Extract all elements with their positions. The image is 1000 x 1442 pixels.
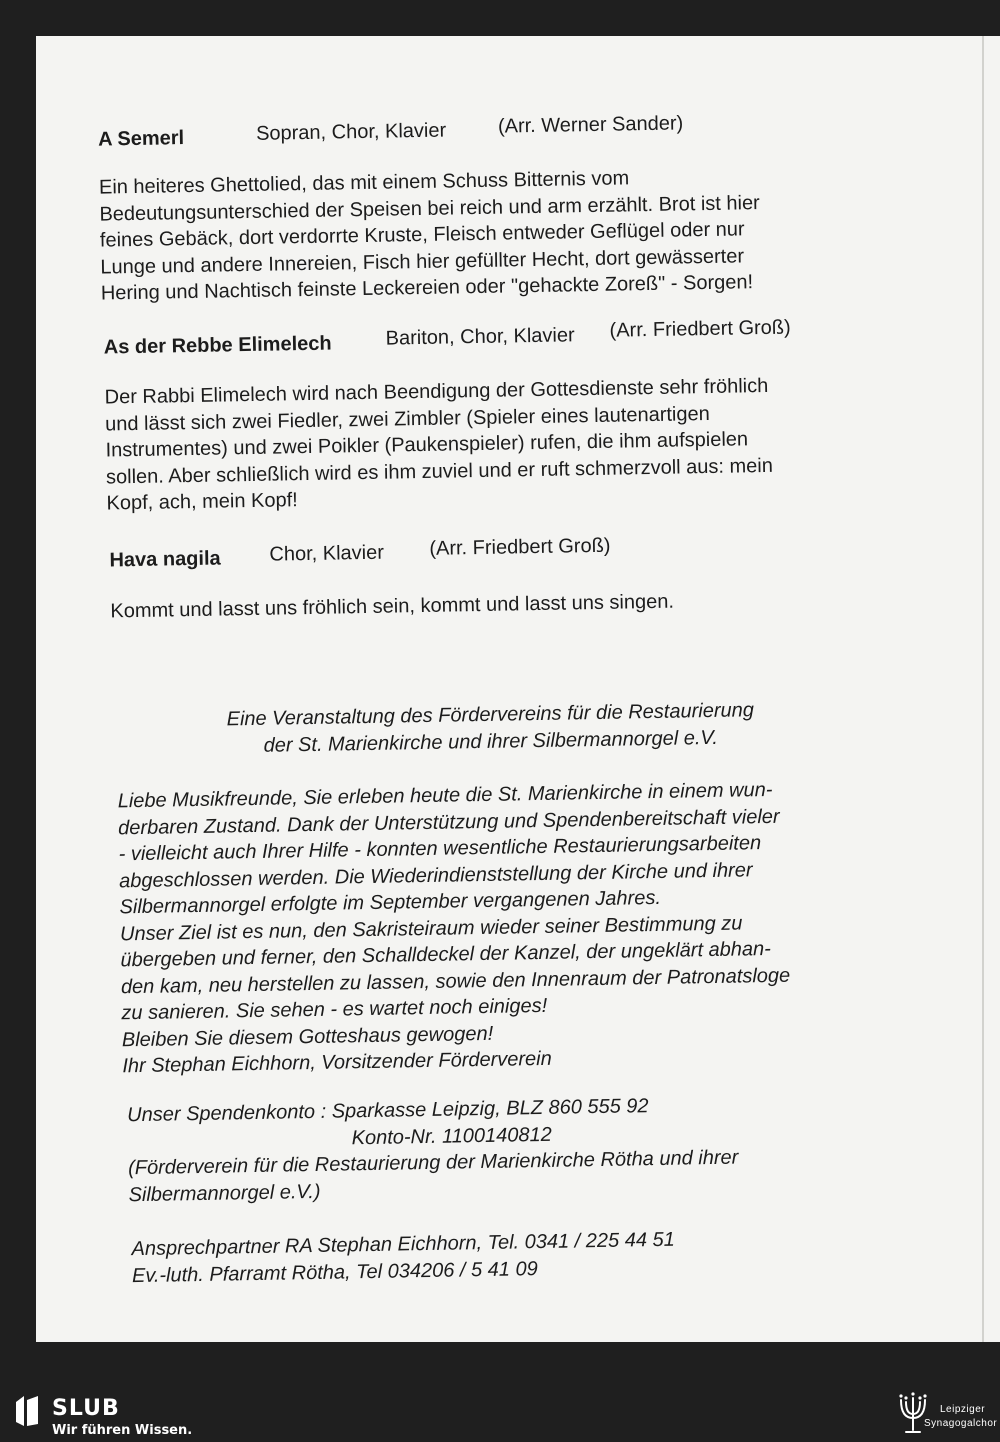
- letter-line: Ihr Stephan Eichhorn, Vorsitzender Förderverein: [122, 1047, 552, 1078]
- description-line: Instrumentes) und zwei Poikler (Paukenspieler) rufen, die ihm aufspielen: [105, 428, 749, 462]
- choir-name-line1: Leipziger: [940, 1404, 986, 1415]
- song-description: [104, 373, 773, 517]
- letter-line: den kam, neu herstellen zu lassen, sowie den Innenraum der Patronatsloge: [120, 964, 791, 998]
- song-description: [99, 163, 762, 307]
- donation-line: Silbermannorgel e.V.): [128, 1180, 321, 1206]
- song-arranger: (Arr. Werner Sander): [497, 112, 684, 138]
- slub-name: SLUB: [52, 1396, 120, 1421]
- description-line: Ein heiteres Ghettolied, das mit einem Schuss Bitternis vom: [98, 167, 630, 199]
- description-line: Hering und Nachtisch feinste Leckereien oder "gehackte Zoreß" - Sorgen!: [100, 271, 754, 305]
- letter-line: zu sanieren. Sie sehen - es wartet noch einiges!: [121, 994, 548, 1025]
- donation-line: (Förderverein für die Restaurierung der Marienkirche Rötha und ihrer: [127, 1146, 739, 1180]
- description-line: Kopf, ach, mein Kopf!: [106, 489, 298, 515]
- song-title: A Semerl: [97, 127, 185, 151]
- donation-account: Konto-Nr. 1100140812: [351, 1123, 552, 1149]
- slub-logo-icon: [14, 1394, 40, 1428]
- contact-line: Ev.-luth. Pfarramt Rötha, Tel 034206 / 5 41 09: [131, 1257, 538, 1287]
- description-line: Kommt und lasst uns fröhlich sein, kommt und lasst uns singen.: [110, 590, 675, 623]
- letter-line: Bleiben Sie diesem Gotteshaus gewogen!: [121, 1022, 494, 1051]
- slub-tagline: Wir führen Wissen.: [52, 1423, 193, 1438]
- song-title: As der Rebbe Elimelech: [103, 332, 332, 359]
- description-line: und lässt sich zwei Fiedler, zwei Zimbler (Spieler eines lautenartigen: [104, 402, 710, 435]
- song-title: Hava nagila: [109, 547, 221, 572]
- event-line: Eine Veranstaltung des Fördervereins für die Restaurierung: [226, 699, 755, 731]
- description-line: Lunge und andere Innereien, Fisch hier gefüllter Hecht, dort gewässerter: [100, 244, 745, 279]
- donation-line: Unser Spendenkonto : Sparkasse Leipzig, BLZ 860 555 92: [127, 1095, 649, 1127]
- letter-line: abgeschlossen werden. Die Wiederindienststellung der Kirche und ihrer: [118, 858, 753, 892]
- letter-line: derbaren Zustand. Dank der Unterstützung und Spendenbereitschaft vieler: [117, 805, 780, 839]
- song-description: [110, 589, 674, 625]
- description-line: Der Rabbi Elimelech wird nach Beendigung der Gottesdienste sehr fröhlich: [104, 374, 769, 409]
- song-voices: Chor, Klavier: [269, 541, 385, 566]
- contact-line: Ansprechpartner RA Stephan Eichhorn, Tel. 0341 / 225 44 51: [131, 1228, 675, 1261]
- letter-line: übergeben und ferner, den Schalldeckel der Kanzel, der ungeklärt abhan-: [120, 937, 772, 972]
- event-line: der St. Marienkirche und ihrer Silbermannorgel e.V.: [263, 726, 719, 757]
- contact-info: [131, 1227, 675, 1289]
- letter-text: [117, 777, 791, 1080]
- description-line: Bedeutungsunterschied der Speisen bei reich und arm erzählt. Brot ist hier: [99, 191, 760, 226]
- footer-bar: [0, 1380, 1000, 1442]
- donation-info: [127, 1092, 739, 1209]
- letter-line: Silbermannorgel erfolgte im September vergangenen Jahres.: [119, 886, 662, 919]
- song-voices: Bariton, Chor, Klavier: [385, 324, 575, 350]
- song-voices: Sopran, Chor, Klavier: [255, 119, 447, 145]
- description-line: sollen. Aber schließlich wird es ihm zuviel und er ruft schmerzvoll aus: mein: [105, 454, 774, 488]
- song-arranger: (Arr. Friedbert Groß): [429, 534, 611, 560]
- choir-name-line2: Synagogalchor: [924, 1418, 998, 1429]
- event-statement: [180, 696, 801, 760]
- menorah-icon: [896, 1390, 930, 1436]
- letter-line: - vielleicht auch Ihrer Hilfe - konnten wesentliche Restaurierungsarbeiten: [118, 832, 762, 866]
- letter-line: Liebe Musikfreunde, Sie erleben heute die St. Marienkirche in einem wun-: [117, 778, 773, 813]
- letter-line: Unser Ziel ist es nun, den Sakristeiraum wieder seiner Bestimmung zu: [119, 911, 743, 945]
- song-arranger: (Arr. Friedbert Groß): [609, 316, 791, 342]
- description-line: feines Gebäck, dort verdorrte Kruste, Fleisch entweder Geflügel oder nur: [99, 218, 745, 252]
